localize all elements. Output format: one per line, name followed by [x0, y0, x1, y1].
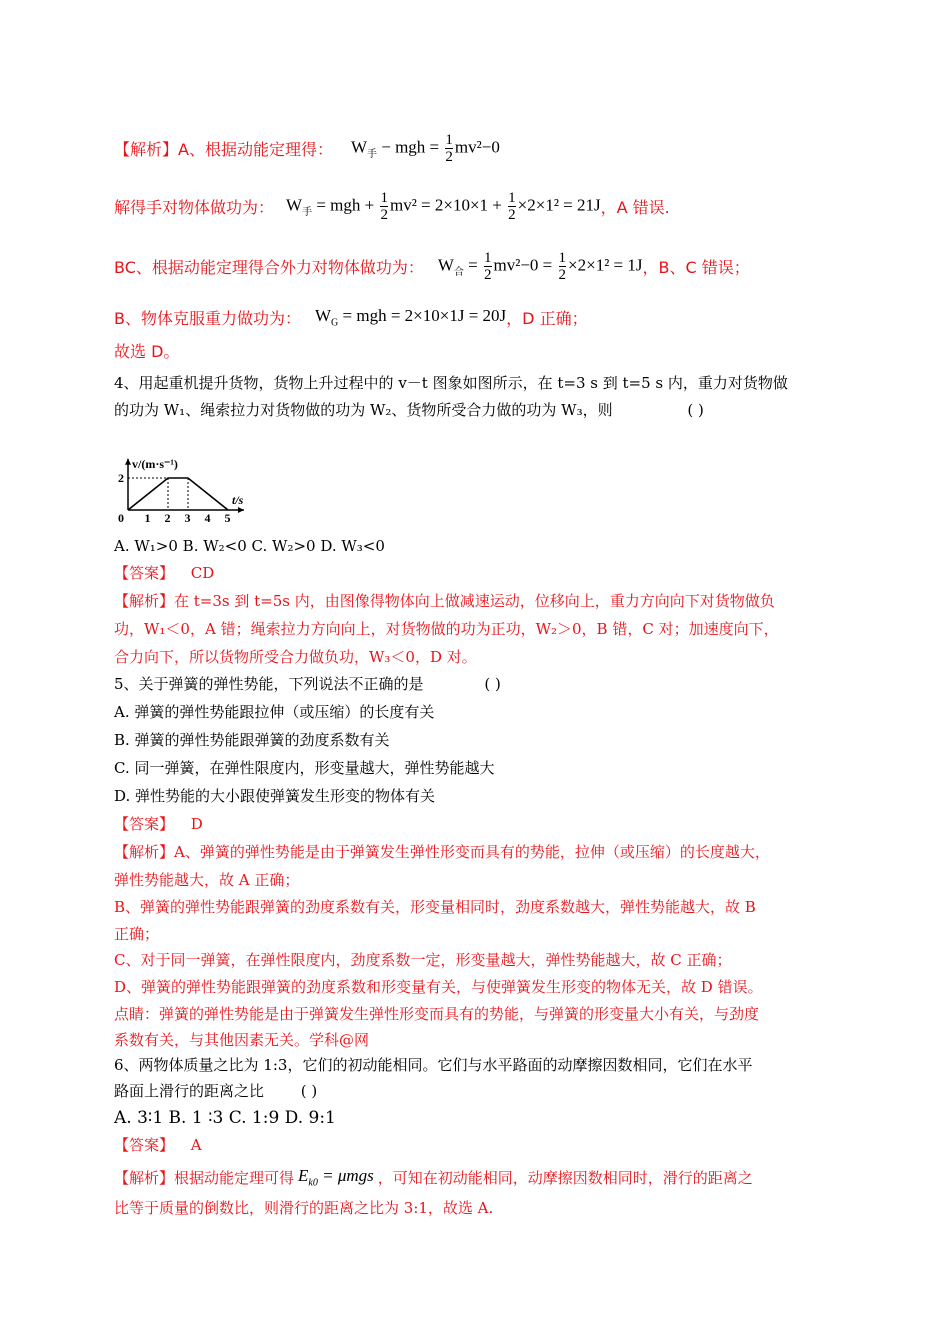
q4-stem-text: 的功为 W₁、绳索拉力对货物做的功为 W₂、货物所受合力做的功为 W₃，则: [114, 401, 613, 419]
q4-stem-line-2: [114, 403, 704, 418]
q5-stem-text: 5、关于弹簧的弹性势能，下列说法不正确的是: [114, 675, 424, 693]
eq-text: mv²−0: [454, 137, 500, 157]
fraction: [508, 190, 516, 223]
equation-net-work: [438, 250, 643, 283]
q4-analysis-2: 功，W₁＜0，A 错；绳索拉力方向向上，对货物做的功为正功，W₂＞0，B 错，C 对；加速度向下，: [114, 620, 779, 638]
frac-num: 1: [508, 190, 516, 206]
frac-den: 2: [445, 149, 453, 165]
eq-text: = mgh +: [312, 195, 379, 215]
x-tick-label: 5: [224, 511, 231, 525]
eq-subscript: G: [331, 317, 339, 329]
x-axis-label: t/s: [232, 493, 244, 507]
x-tick-label: 1: [144, 511, 151, 525]
eq-text: = μmgs: [317, 1166, 374, 1185]
q6-options: A. 3∶1 B. 1 ∶3 C. 1:9 D. 9:1: [114, 1108, 336, 1128]
eq-text: ×2×1² = 1J: [568, 255, 643, 275]
x-tick-label: 0: [118, 511, 124, 525]
eq-symbol: W: [314, 306, 332, 326]
eq-text: = mgh = 2×10×1J = 20J: [338, 306, 507, 326]
frac-num: 1: [484, 250, 492, 266]
x-tick-label: 4: [204, 511, 211, 525]
q5-stem: [114, 677, 501, 692]
frac-den: 2: [508, 207, 516, 223]
eq-text: − mgh =: [377, 137, 444, 157]
q6-answer-paren: ( ): [300, 1082, 318, 1100]
gravity-label: B、物体克服重力做功为：: [114, 309, 301, 328]
q6-analysis-1: [114, 1166, 753, 1188]
q5-analysis-5: C、对于同一弹簧，在弹性限度内，劲度系数一定，形变量越大，弹性势能越大，故 C 正确；: [114, 951, 732, 969]
fraction: [559, 250, 567, 283]
vt-graph: [114, 432, 274, 528]
answer-label: 【答案】: [114, 564, 175, 582]
q6-analysis-post: ，可知在初动能相同，动摩擦因数相同时，滑行的距离之: [377, 1168, 753, 1187]
eq-text: =: [463, 255, 483, 275]
frac-den: 2: [380, 207, 388, 223]
analysis-gravity-line: [114, 306, 588, 329]
q5-analysis-7: 点睛：弹簧的弹性势能是由于弹簧发生弹性形变而具有的势能，与弹簧的形变量大小有关，与劲度: [114, 1005, 760, 1023]
q5-analysis-6: D、弹簧的弹性势能跟弹簧的劲度系数和形变量有关，与使弹簧发生形变的物体无关，故 D 错误。: [114, 978, 763, 996]
q5-analysis-1: 【解析】A、弹簧的弹性势能是由于弹簧发生弹性形变而具有的势能，拉伸（或压缩）的长度越大，: [114, 843, 770, 861]
analysis-a-line: [114, 132, 500, 165]
fraction: [380, 190, 388, 223]
x-axis-arrow: [238, 507, 244, 513]
frac-num: 1: [558, 250, 567, 266]
eq-subscript: 手: [302, 206, 313, 218]
frac-den: 2: [484, 267, 492, 283]
answer-label: 【答案】: [114, 1136, 175, 1154]
analysis-bc-line: [114, 250, 750, 283]
analysis-hand-work-line: [114, 190, 670, 223]
eq-text: ×2×1² = 21J: [517, 195, 601, 215]
q5-analysis-3: B、弹簧的弹性势能跟弹簧的劲度系数有关，形变量相同时，劲度系数越大，弹性势能越大，故 B: [114, 898, 756, 916]
q4-stem-line-1: 4、用起重机提升货物，货物上升过程中的 v－t 图象如图所示，在 t=3 s 到 t=5 s 内，重力对货物做: [114, 374, 788, 392]
q6-answer-line: [114, 1138, 202, 1153]
equation-hand-work: [351, 132, 500, 165]
equation-hand-work-solved: [286, 190, 601, 223]
hand-work-label: 解得手对物体做功为：: [114, 198, 275, 217]
fraction: [484, 250, 492, 283]
frac-num: 1: [380, 190, 388, 206]
hand-work-tail: ，A 错误.: [600, 198, 670, 217]
x-tick-label: 2: [164, 511, 171, 525]
frac-den: 2: [558, 267, 567, 283]
y-tick-label: 2: [118, 471, 124, 485]
q4-analysis-3: 合力向下，所以货物所受合力做负功，W₃＜0，D 对。: [114, 648, 477, 666]
y-axis-arrow: [125, 459, 131, 465]
q5-answer: D: [190, 815, 203, 833]
q5-option-d: D. 弹性势能的大小跟使弹簧发生形变的物体有关: [114, 787, 436, 805]
choose-d-line: 故选 D。: [114, 342, 180, 361]
eq-subscript: 手: [367, 148, 377, 160]
q5-option-c: C. 同一弹簧，在弹性限度内，形变量越大，弹性势能越大: [114, 759, 495, 777]
q6-analysis-pre: 【解析】根据动能定理可得: [114, 1168, 295, 1187]
analysis-a-label: 【解析】A、根据动能定理得：: [114, 140, 333, 159]
frac-num: 1: [445, 132, 453, 148]
fraction: [445, 132, 453, 165]
q6-kinetic-equation: [298, 1166, 374, 1188]
gravity-tail: ，D 正确；: [506, 309, 588, 328]
x-tick-label: 3: [184, 511, 191, 525]
q6-stem-line-1: 6、两物体质量之比为 1:3，它们的初动能相同。它们与水平路面的动摩擦因数相同，它们在水平: [114, 1056, 753, 1074]
eq-subscript: 合: [453, 266, 464, 278]
equation-gravity-work: [315, 306, 506, 328]
q5-analysis-8: 系数有关，与其他因素无关。学科@网: [114, 1031, 370, 1049]
q4-answer-paren: ( ): [687, 401, 704, 419]
y-axis-label: v/(m·s⁻¹): [132, 456, 178, 471]
eq-symbol: W: [437, 255, 454, 275]
q4-answer-line: [114, 566, 214, 581]
q4-analysis-1: 【解析】在 t=3s 到 t=5s 内，由图像得物体向上做减速运动，位移向上，重力方向向下对货物做负: [114, 592, 775, 610]
q6-analysis-2: 比等于质量的倒数比，则滑行的距离之比为 3:1，故选 A.: [114, 1199, 494, 1217]
q5-analysis-4: 正确；: [114, 925, 160, 943]
eq-symbol: W: [350, 137, 367, 157]
velocity-line: [128, 478, 228, 510]
eq-subscript: k0: [308, 1177, 318, 1189]
eq-text: mv²−0 =: [493, 255, 557, 275]
eq-text: mv² = 2×10×1 +: [389, 195, 507, 215]
q6-answer: A: [190, 1136, 202, 1154]
q6-stem-line-2: [114, 1084, 317, 1099]
answer-label: 【答案】: [114, 815, 175, 833]
q5-option-a: A. 弹簧的弹性势能跟拉伸（或压缩）的长度有关: [114, 703, 435, 721]
q4-answer: CD: [190, 564, 215, 582]
q5-answer-paren: ( ): [484, 675, 501, 693]
q5-analysis-2: 弹性势能越大，故 A 正确；: [114, 871, 300, 889]
q5-answer-line: [114, 817, 203, 832]
eq-symbol: W: [286, 195, 303, 215]
analysis-bc-tail: ，B、C 错误；: [642, 258, 750, 277]
q4-options: A. W₁>0 B. W₂<0 C. W₂>0 D. W₃<0: [114, 537, 385, 555]
analysis-bc-label: BC、根据动能定理得合外力对物体做功为：: [114, 258, 424, 277]
eq-symbol: E: [298, 1166, 309, 1185]
q5-option-b: B. 弹簧的弹性势能跟弹簧的劲度系数有关: [114, 731, 390, 749]
q6-stem-text: 路面上滑行的距离之比: [114, 1082, 265, 1100]
